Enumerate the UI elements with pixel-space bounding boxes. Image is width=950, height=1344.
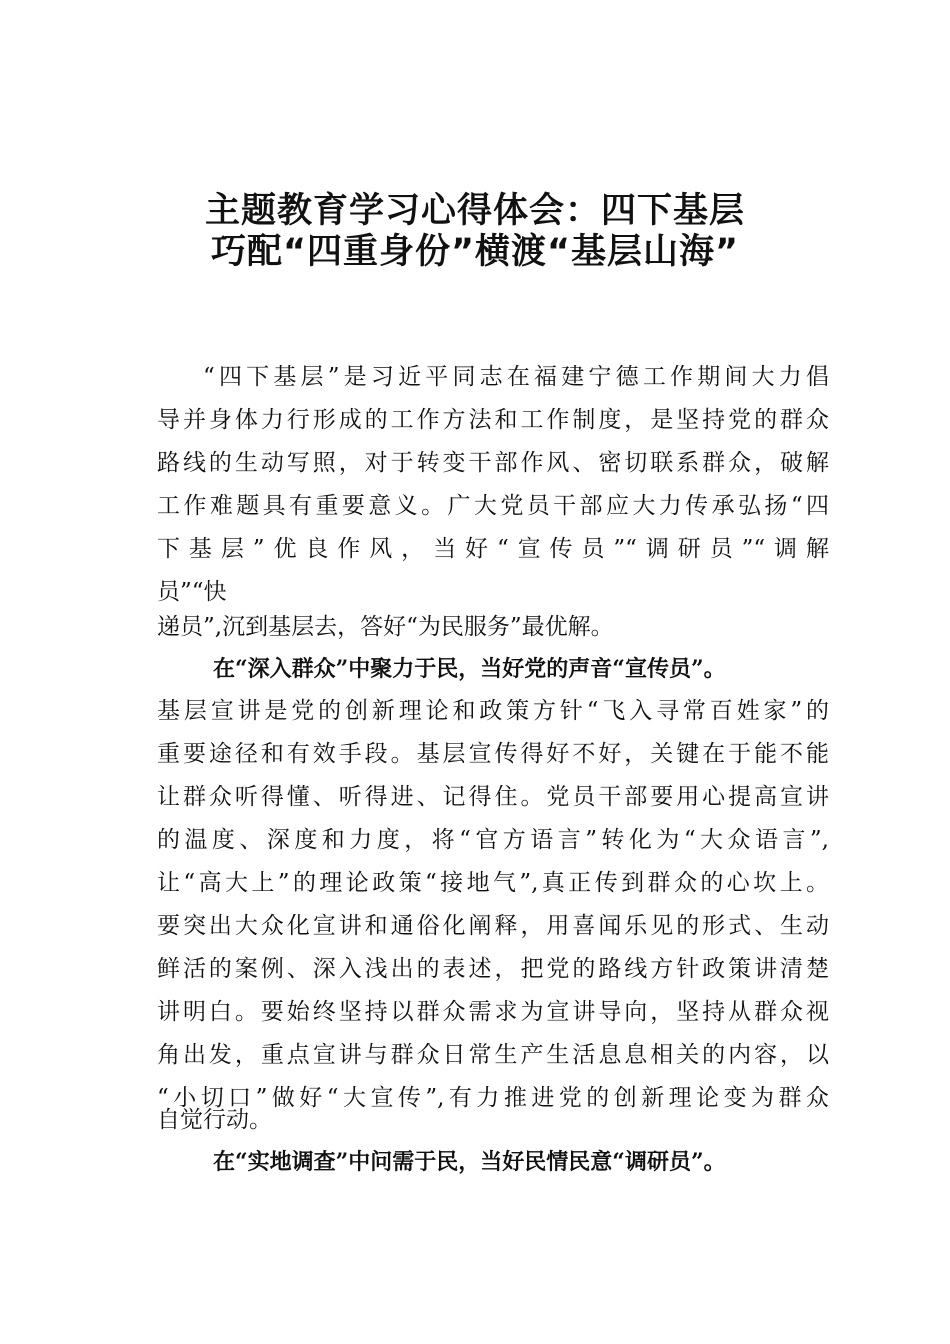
paragraph-line: 基层宣讲是党的创新理论和政策方针“飞入寻常百姓家”的 bbox=[157, 698, 829, 724]
paragraph-line: 员”“快 bbox=[157, 579, 227, 605]
paragraph-line: 让群众听得懂、听得进、记得住。党员干部要用心提高宣讲 bbox=[157, 784, 829, 810]
section-paragraph-propaganda bbox=[157, 690, 829, 1120]
paragraph-line: 工作难题具有重要意义。广大党员干部应大力传承弘扬“四 bbox=[157, 493, 829, 519]
paragraph-line: “小切口”做好“大宣传”,有力推进党的创新理论变为群众 bbox=[157, 1085, 829, 1111]
intro-paragraph bbox=[157, 356, 829, 614]
paragraph-line: 重要途径和有效手段。基层宣传得好不好，关键在于能不能 bbox=[157, 741, 829, 767]
paragraph-line: 角出发，重点宣讲与群众日常生产生活息息相关的内容，以 bbox=[157, 1042, 829, 1068]
intro-continuation: 递员”,沉到基层去，答好“为民服务”最优解。 bbox=[157, 614, 614, 640]
paragraph-line: 的温度、深度和力度，将“官方语言”转化为“大众语言”, bbox=[157, 827, 829, 853]
paragraph-line: 导并身体力行形成的工作方法和工作制度，是坚持党的群众 bbox=[157, 407, 829, 433]
paragraph-line: 鲜活的案例、深入浅出的表述，把党的路线方针政策讲清楚 bbox=[157, 956, 829, 982]
paragraph-line: 讲明白。要始终坚持以群众需求为宣讲导向，坚持从群众视 bbox=[157, 999, 829, 1025]
section-paragraph-tail: 自觉行动。 bbox=[157, 1107, 272, 1133]
paragraph-line: “四下基层”是习近平同志在福建宁德工作期间大力倡 bbox=[203, 364, 829, 390]
paragraph-line: 路线的生动写照，对于转变干部作风、密切联系群众，破解 bbox=[157, 450, 829, 476]
document-title-line-2: 巧配“四重身份”横渡“基层山海” bbox=[210, 232, 739, 272]
paragraph-line: 下基层”优良作风，当好“宣传员”“调研员”“调解 bbox=[157, 536, 829, 562]
section-heading-propaganda: 在“深入群众”中聚力于民，当好党的声音“宣传员”。 bbox=[213, 656, 726, 682]
document-title-line-1: 主题教育学习心得体会：四下基层 bbox=[204, 191, 745, 231]
paragraph-line: 要突出大众化宣讲和通俗化阐释，用喜闻乐见的形式、生动 bbox=[157, 913, 829, 939]
section-heading-research: 在“实地调查”中问需于民，当好民情民意“调研员”。 bbox=[213, 1149, 726, 1175]
paragraph-line: 让“高大上”的理论政策“接地气”,真正传到群众的心坎上。 bbox=[157, 870, 829, 896]
